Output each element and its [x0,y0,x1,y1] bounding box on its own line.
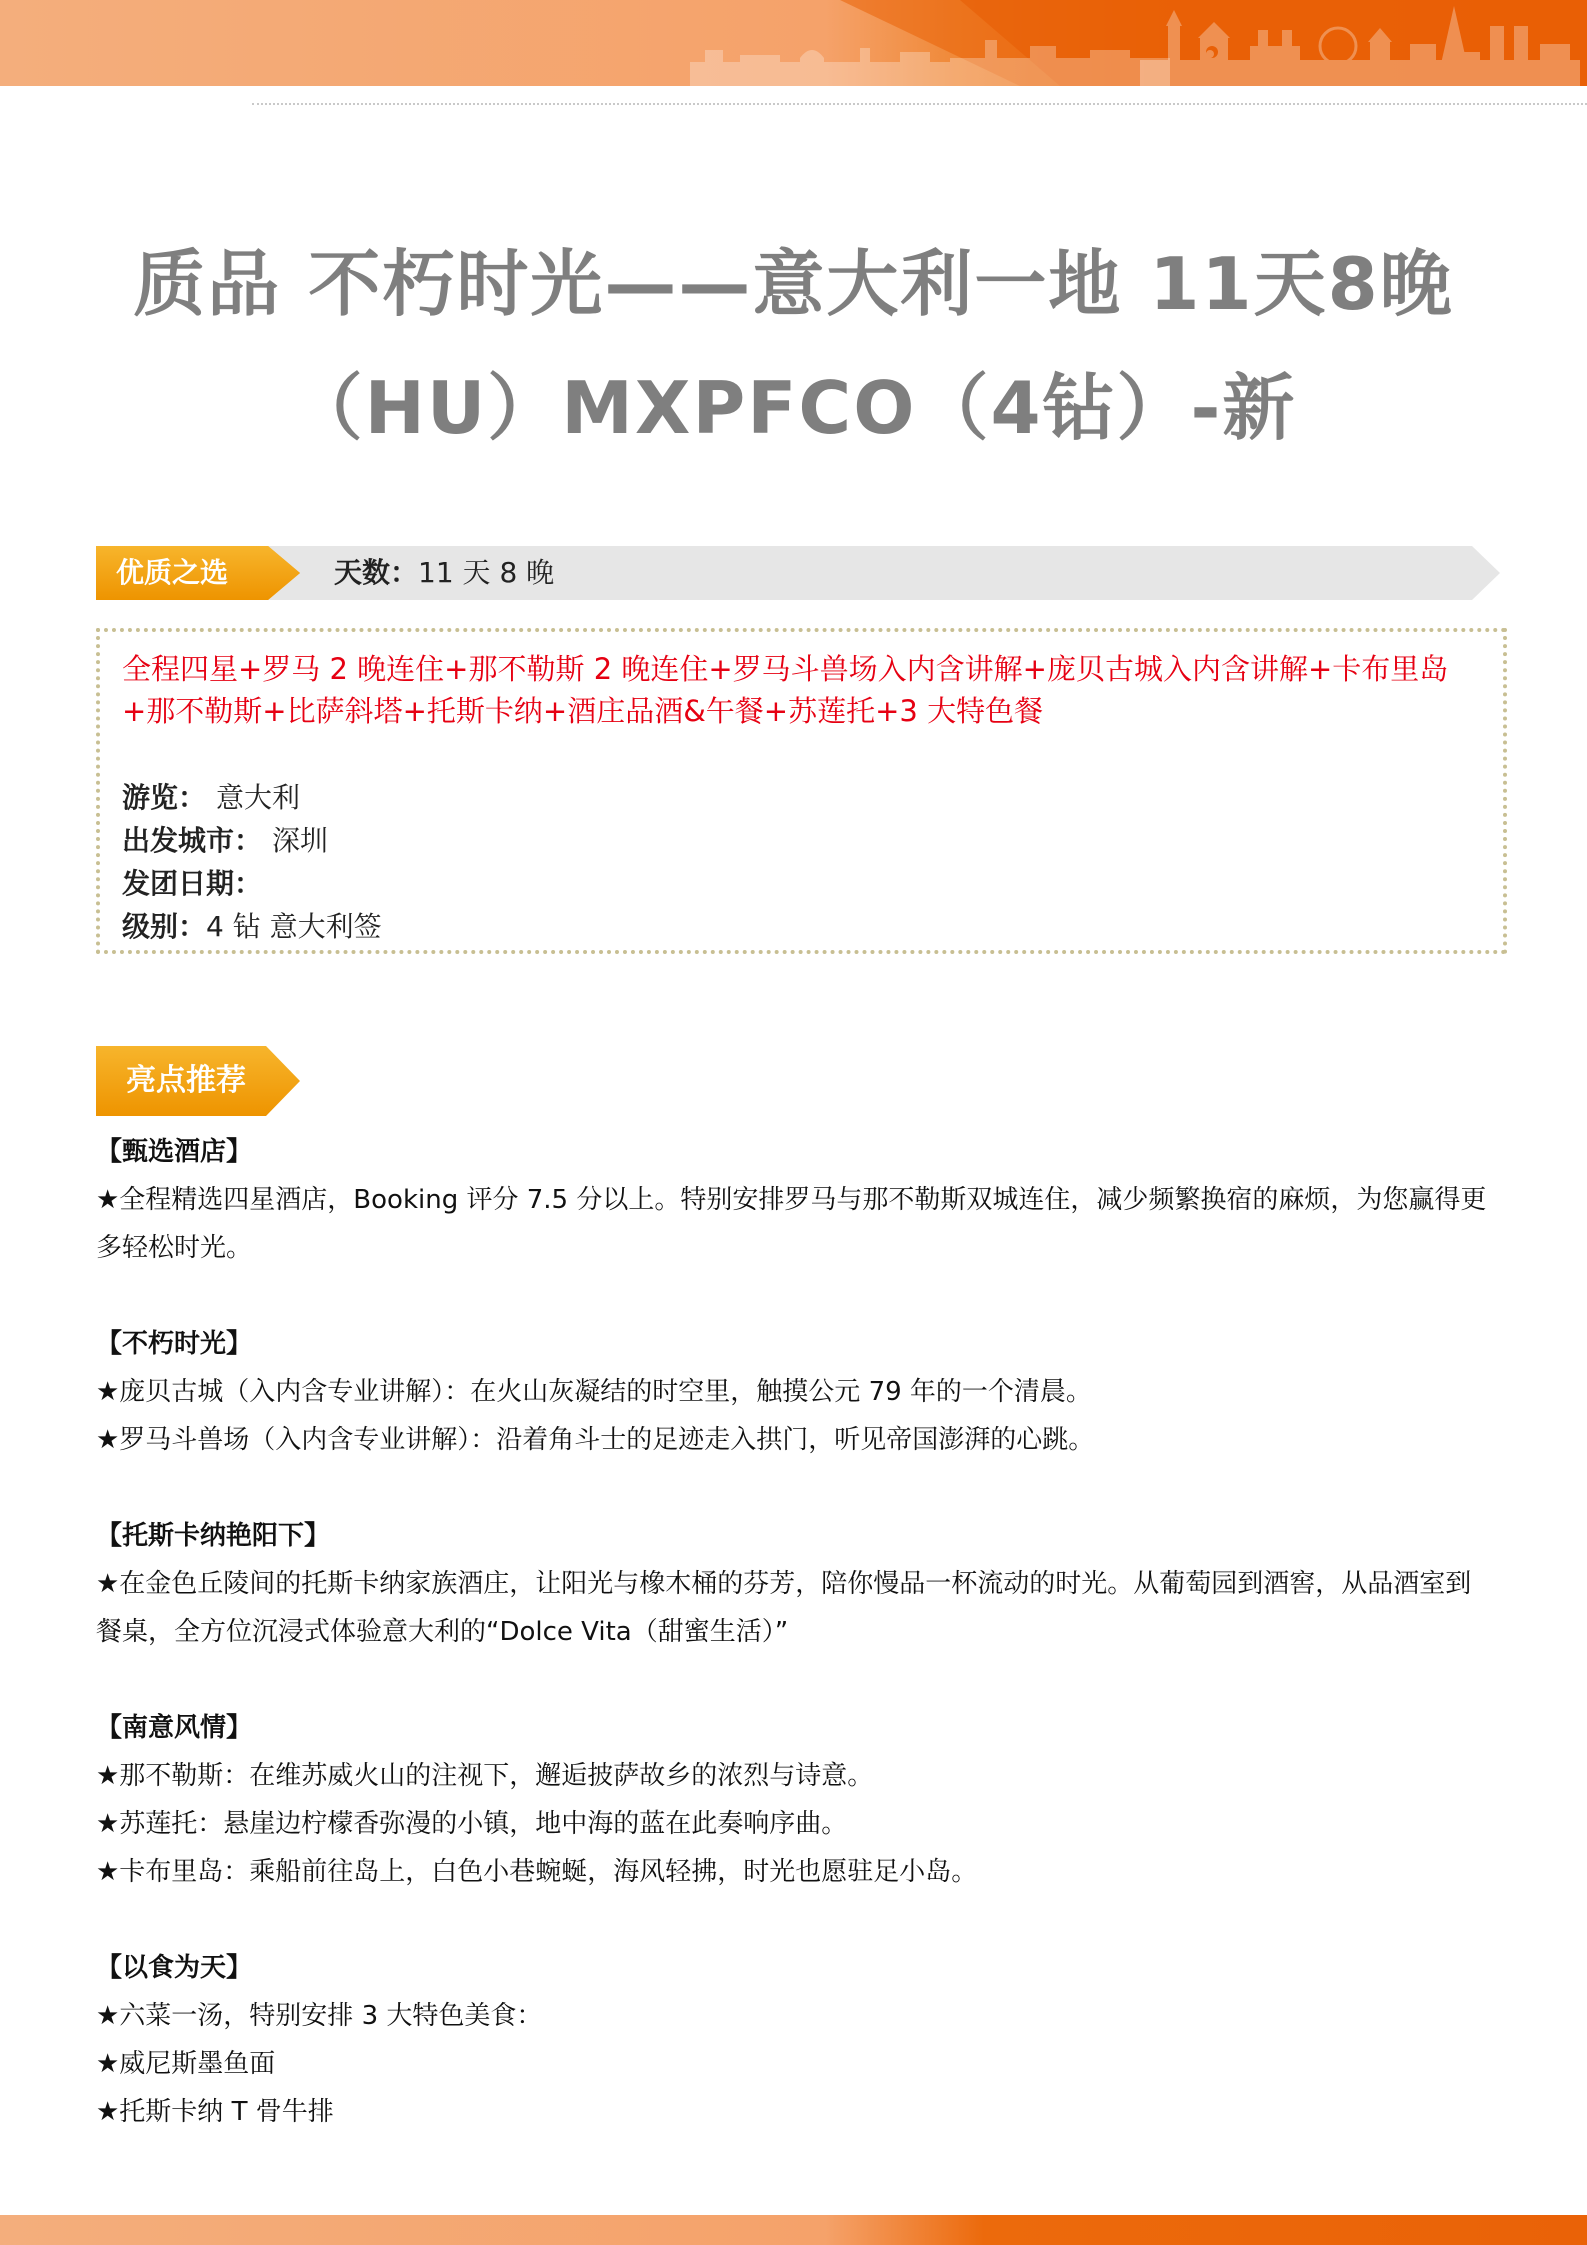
section-tuscany [96,1512,1496,1656]
section-food [96,1944,1496,2136]
section-hotel [96,1128,1496,1272]
days-info [334,546,554,600]
days-ribbon [96,546,1500,600]
days-value: 11 天 8 晚 [418,556,555,589]
section-line: ★在金色丘陵间的托斯卡纳家族酒庄，让阳光与橡木桶的芬芳，陪你慢品一杯流动的时光。从葡萄园到酒窖，从品酒室到餐桌，全方位沉浸式体验意大利的“Dolce Vita（甜蜜生活）” [96,1569,1472,1647]
trip-info-box [96,628,1507,954]
days-label: 天数： [334,556,419,589]
title-line-1: 质品 不朽时光——意大利一地 11天8晚 [133,242,1454,326]
section-title: 【不朽时光】 [96,1329,253,1359]
meta-row-level: 级别：4 钻 意大利签 [122,910,382,943]
section-line: ★那不勒斯：在维苏威火山的注视下，邂逅披萨故乡的浓烈与诗意。 [96,1761,874,1791]
page-title [60,222,1527,470]
highlights-list [96,1128,1496,2184]
section-title: 【南意风情】 [96,1713,253,1743]
trip-meta [122,776,382,948]
section-line: ★全程精选四星酒店，Booking 评分 7.5 分以上。特别安排罗马与那不勒斯双城连住，减少频繁换宿的麻烦，为您赢得更多轻松时光。 [96,1185,1487,1263]
city-skyline-icon [0,0,1587,86]
section-line: ★苏莲托：悬崖边柠檬香弥漫的小镇，地中海的蓝在此奏响序曲。 [96,1809,848,1839]
header-divider [252,103,1587,105]
section-line: ★托斯卡纳 T 骨牛排 [96,2097,334,2127]
section-line: ★罗马斗兽场（入内含专业讲解）：沿着角斗士的足迹走入拱门，听见帝国澎湃的心跳。 [96,1425,1095,1455]
section-title: 【甄选酒店】 [96,1137,253,1167]
quality-tag: 优质之选 [116,556,229,589]
footer-band [0,2215,1587,2245]
highlights-tag-label: 亮点推荐 [126,1063,246,1098]
section-title: 【托斯卡纳艳阳下】 [96,1521,331,1551]
ribbon-background [96,546,1500,600]
trip-summary: 全程四星+罗马 2 晚连住+那不勒斯 2 晚连住+罗马斗兽场入内含讲解+庞贝古城入内含讲解+卡布里岛+那不勒斯+比萨斜塔+托斯卡纳+酒庄品酒&午餐+苏莲托+3 大特色餐 [122,652,1449,728]
section-timeless [96,1320,1496,1464]
section-title: 【以食为天】 [96,1953,253,1983]
section-south-italy [96,1704,1496,1896]
section-line: ★六菜一汤，特别安排 3 大特色美食： [96,2001,543,2031]
section-line: ★威尼斯墨鱼面 [96,2049,276,2079]
section-line: ★庞贝古城（入内含专业讲解）：在火山灰凝结的时空里，触摸公元 79 年的一个清晨。 [96,1377,1092,1407]
highlights-tag [96,1046,302,1116]
title-line-2: （HU）MXPFCO（4钻）-新 [290,366,1297,450]
top-banner [0,0,1587,86]
meta-row-tour: 游览： 意大利 [122,781,301,814]
meta-row-departure-city: 出发城市： 深圳 [122,824,329,857]
meta-row-departure-date: 发团日期： [122,867,263,900]
section-line: ★卡布里岛：乘船前往岛上，白色小巷蜿蜒，海风轻拂，时光也愿驻足小岛。 [96,1857,978,1887]
